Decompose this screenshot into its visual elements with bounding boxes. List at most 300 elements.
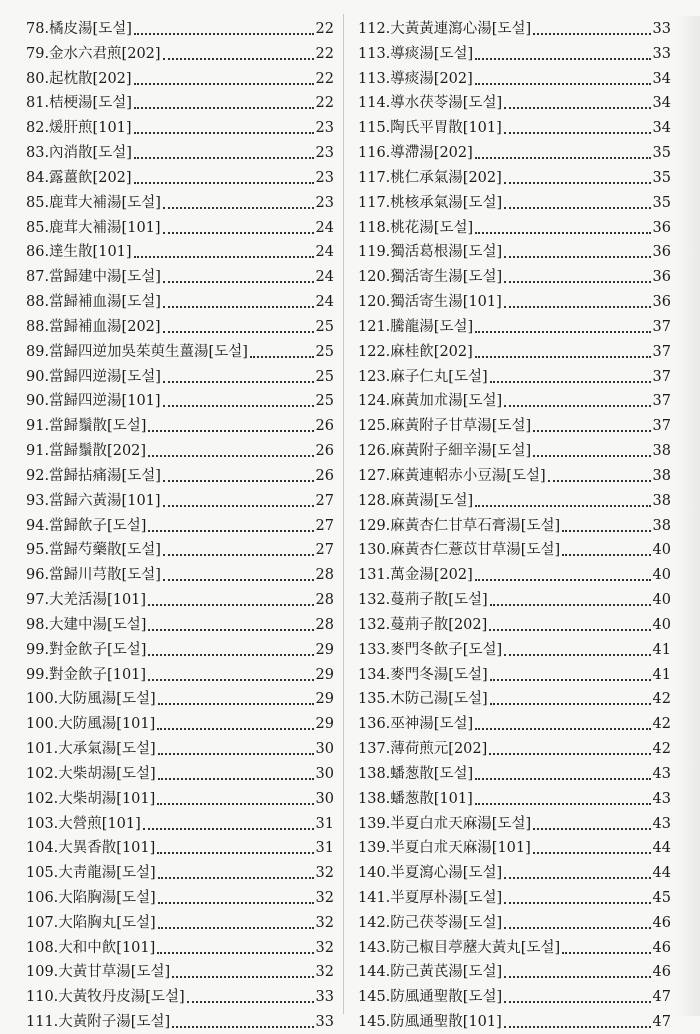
dot-leader [163,579,314,581]
toc-entry-page: 29 [315,716,334,733]
toc-entry [358,413,671,437]
toc-entry-title: 107.大陷胸丸[도설] [26,914,156,931]
toc-entry-page: 37 [652,393,671,410]
toc-entry-title: 94.當歸飮子[도설] [26,517,147,534]
toc-entry-title: 142.防己茯苓湯[도설] [358,914,503,931]
toc-entry-page: 23 [315,194,334,211]
dot-leader [163,232,314,234]
dot-leader [250,356,314,358]
toc-entry-page: 22 [315,70,334,87]
toc-entry [26,736,334,760]
toc-entry [26,215,334,239]
toc-entry [358,239,671,263]
toc-entry [358,289,671,313]
toc-entry-title: 108.大和中飮[101] [26,939,156,956]
toc-entry-page: 45 [652,889,671,906]
toc-entry-page: 41 [652,666,671,683]
toc-entry-title: 127.麻黃連軺赤小豆湯[도설] [358,467,546,484]
toc-entry [358,190,671,214]
toc-entry-page: 38 [652,517,671,534]
toc-entry-title: 102.大柴胡湯[101] [26,790,156,807]
dot-leader [148,604,313,606]
toc-entry [26,16,334,40]
toc-entry-page: 36 [652,294,671,311]
toc-entry [358,264,671,288]
toc-entry-page: 26 [315,443,334,460]
toc-entry-page: 42 [652,691,671,708]
toc-entry-title: 88.當歸補血湯[도설] [26,294,161,311]
column-divider [343,14,344,1014]
toc-entry [26,165,334,189]
toc-entry-title: 104.大異香散[101] [26,840,156,857]
toc-entry-page: 46 [652,939,671,956]
toc-entry-title: 111.大黃附子湯[도설] [26,1014,171,1031]
dot-leader [163,480,314,482]
toc-entry-title: 120.獨活寄生湯[101] [358,294,502,311]
toc-entry [26,140,334,164]
toc-entry [26,239,334,263]
toc-entry-page: 36 [652,269,671,286]
toc-entry-title: 115.陶氏平胃散[101] [358,120,502,137]
dot-leader [143,828,314,830]
dot-leader [163,505,314,507]
page-edge-bleed [676,16,700,1016]
toc-entry [358,612,671,636]
toc-entry-page: 33 [652,21,671,37]
toc-entry-title: 123.麻子仁丸[도설] [358,368,488,385]
toc-entry-page: 25 [315,393,334,410]
dot-leader [504,927,650,929]
dot-leader [163,331,314,333]
dot-leader [148,430,313,432]
toc-entry-page: 42 [652,741,671,758]
toc-entry-page: 23 [315,120,334,137]
dot-leader [548,480,651,482]
dot-leader [134,107,314,109]
toc-entry-page: 25 [315,368,334,385]
toc-entry-title: 91.當歸鬚散[도설] [26,418,147,435]
toc-entry [358,835,671,859]
dot-leader [504,902,650,904]
toc-entry [358,215,671,239]
dot-leader [158,877,314,879]
toc-entry-page: 22 [315,95,334,112]
dot-leader [157,803,313,805]
toc-entry-page: 32 [315,964,334,981]
dot-leader [163,381,314,383]
toc-entry-title: 113.導痰湯[202] [358,70,473,87]
toc-entry-page: 36 [652,244,671,261]
toc-entry [358,16,671,40]
dot-leader [504,207,650,209]
toc-entry [26,537,334,561]
toc-entry-page: 23 [315,169,334,186]
toc-entry [358,488,671,512]
toc-entry [26,264,334,288]
dot-leader [134,33,314,35]
dot-leader [134,132,314,134]
toc-entry-page: 33 [315,1014,334,1031]
dot-leader [504,107,650,109]
toc-entry-page: 40 [652,616,671,633]
dot-leader [475,778,650,780]
toc-entry-page: 24 [315,269,334,286]
toc-entry [26,339,334,363]
toc-entry-title: 100.大防風湯[도설] [26,691,156,708]
toc-entry-page: 35 [652,194,671,211]
dot-leader [172,976,313,978]
toc-entry [358,165,671,189]
toc-entry-page: 40 [652,567,671,584]
toc-entry-title: 90.當歸四逆湯[101] [26,393,161,410]
dot-leader [158,778,314,780]
dot-leader [504,281,650,283]
toc-entry-title: 96.當歸川芎散[도설] [26,567,161,584]
toc-entry [26,587,334,611]
toc-entry-title: 128.麻黃湯[도설] [358,492,474,509]
dot-leader [475,803,651,805]
toc-entry-title: 114.導水茯苓湯[도설] [358,95,503,112]
toc-entry-title: 98.大建中湯[도설] [26,616,147,633]
toc-entry-page: 37 [652,368,671,385]
toc-entry-page: 38 [652,492,671,509]
toc-entry [26,413,334,437]
toc-entry-title: 117.桃仁承氣湯[202] [358,169,502,186]
toc-entry-title: 99.對金飮子[도설] [26,641,147,658]
toc-entry-page: 38 [652,467,671,484]
toc-entry-title: 89.當歸四逆加吳茱萸生薑湯[도설] [26,343,248,360]
toc-entry-page: 30 [315,790,334,807]
toc-entry [358,513,671,537]
toc-entry-title: 133.麥門冬飮子[도설] [358,641,503,658]
toc-entry [358,860,671,884]
toc-entry-title: 81.桔梗湯[도설] [26,95,132,112]
dot-leader [562,530,650,532]
toc-entry-title: 141.半夏厚朴湯[도설] [358,889,503,906]
toc-entry-page: 43 [652,790,671,807]
toc-entry [26,66,334,90]
toc-entry-title: 139.半夏白朮天麻湯[101] [358,840,531,857]
toc-entry [358,314,671,338]
toc-entry-title: 84.露薑飮[202] [26,169,132,186]
toc-entry [26,662,334,686]
toc-entry [26,711,334,735]
dot-leader [134,83,314,85]
dot-leader [489,753,650,755]
toc-entry-page: 32 [315,865,334,882]
toc-entry-page: 33 [652,45,671,62]
dot-leader [158,753,314,755]
toc-entry-page: 44 [652,840,671,857]
toc-entry [358,388,671,412]
toc-entry [358,66,671,90]
toc-entry-page: 31 [315,815,334,832]
toc-entry [26,686,334,710]
toc-entry-title: 109.大黃甘草湯[도설] [26,964,171,981]
toc-entry [358,662,671,686]
toc-entry [358,1009,671,1033]
toc-entry-title: 86.達生散[101] [26,244,132,261]
toc-entry [26,910,334,934]
dot-leader [475,505,650,507]
toc-entry-title: 143.防己椒目葶藶大黃丸[도설] [358,939,561,956]
toc-entry-title: 87.當歸建中湯[도설] [26,269,161,286]
toc-entry-page: 27 [315,542,334,559]
toc-entry [358,686,671,710]
dot-leader [562,952,650,954]
dot-leader [475,157,651,159]
dot-leader [148,530,313,532]
toc-entry [358,711,671,735]
toc-entry [358,637,671,661]
toc-entry-title: 90.當歸四逆湯[도설] [26,368,161,385]
toc-entry-page: 31 [315,840,334,857]
toc-entry [26,860,334,884]
toc-entry [26,786,334,810]
toc-entry-page: 24 [315,244,334,261]
toc-entry-title: 101.大承氣湯[도설] [26,741,156,758]
toc-entry-page: 24 [315,294,334,311]
toc-entry [26,488,334,512]
toc-entry [26,935,334,959]
toc-entry [358,959,671,983]
toc-entry-title: 113.導痰湯[도설] [358,45,474,62]
toc-entry-title: 88.當歸補血湯[202] [26,318,161,335]
toc-entry-page: 29 [315,691,334,708]
toc-entry-page: 37 [652,343,671,360]
toc-entry-page: 22 [315,45,334,62]
dot-leader [475,331,650,333]
toc-entry-title: 124.麻黃加朮湯[도설] [358,393,503,410]
toc-entry-page: 33 [315,989,334,1006]
toc-entry [358,587,671,611]
dot-leader [504,405,650,407]
toc-entry [358,984,671,1008]
toc-entry-title: 145.防風通聖散[도설] [358,989,503,1006]
dot-leader [157,852,313,854]
dot-leader [187,1001,314,1003]
toc-entry-page: 42 [652,716,671,733]
toc-entry [358,115,671,139]
toc-entry-page: 32 [315,914,334,931]
dot-leader [148,455,313,457]
dot-leader [163,281,314,283]
toc-entry-page: 24 [315,219,334,236]
toc-entry [358,339,671,363]
toc-entry-title: 79.金水六君煎[202] [26,45,161,62]
dot-leader [533,455,650,457]
toc-entry-page: 47 [652,989,671,1006]
toc-entry [26,811,334,835]
toc-entry-page: 34 [652,70,671,87]
dot-leader [562,554,650,556]
dot-leader [490,381,651,383]
dot-leader [134,157,314,159]
toc-column-right [358,16,671,1034]
toc-entry [26,438,334,462]
toc-entry-title: 99.對金飮子[101] [26,666,147,683]
toc-entry [26,364,334,388]
toc-entry [26,984,334,1008]
toc-entry-title: 95.當歸芍藥散[도설] [26,542,161,559]
toc-entry-page: 43 [652,765,671,782]
toc-entry-title: 129.麻黃杏仁甘草石膏湯[도설] [358,517,561,534]
toc-entry-title: 138.蟠葱散[도설] [358,765,474,782]
dot-leader [157,728,313,730]
toc-entry-page: 34 [652,95,671,112]
toc-entry [26,885,334,909]
toc-entry [358,935,671,959]
toc-entry-title: 134.麥門冬湯[도설] [358,666,488,683]
toc-entry-page: 28 [315,567,334,584]
dot-leader [475,356,651,358]
toc-entry-page: 30 [315,741,334,758]
dot-leader [172,1026,313,1028]
toc-entry-title: 132.蔓荊子散[202] [358,616,488,633]
toc-entry-title: 102.大柴胡湯[도설] [26,765,156,782]
toc-entry-page: 27 [315,492,334,509]
toc-entry [358,438,671,462]
dot-leader [148,654,313,656]
dot-leader [163,306,314,308]
toc-entry [26,1009,334,1033]
dot-leader [163,207,314,209]
toc-entry-page: 40 [652,542,671,559]
toc-entry [26,314,334,338]
toc-entry-title: 135.木防己湯[도설] [358,691,488,708]
toc-entry-page: 23 [315,145,334,162]
toc-entry-title: 78.橘皮湯[도설] [26,21,132,37]
toc-entry [358,736,671,760]
toc-entry [358,786,671,810]
dot-leader [504,1026,651,1028]
toc-entry [26,761,334,785]
toc-entry [26,959,334,983]
dot-leader [475,58,650,60]
toc-entry [26,463,334,487]
dot-leader [475,728,650,730]
toc-entry [26,289,334,313]
dot-leader [533,828,650,830]
toc-entry-title: 145.防風通聖散[101] [358,1014,502,1031]
toc-entry-title: 83.內消散[도설] [26,145,132,162]
toc-entry-page: 29 [315,666,334,683]
dot-leader [134,256,314,258]
toc-entry-title: 136.巫神湯[도설] [358,716,474,733]
toc-entry-page: 26 [315,467,334,484]
toc-entry-page: 35 [652,145,671,162]
toc-entry [358,90,671,114]
toc-entry-page: 40 [652,592,671,609]
toc-entry-title: 120.獨活寄生湯[도설] [358,269,503,286]
toc-entry-title: 144.防己黃芪湯[도설] [358,964,503,981]
toc-entry-title: 112.大黃黃連瀉心湯[도설] [358,21,532,37]
dot-leader [490,679,651,681]
toc-entry [26,612,334,636]
dot-leader [158,703,314,705]
toc-entry-page: 43 [652,815,671,832]
toc-entry-page: 32 [315,939,334,956]
toc-entry-page: 46 [652,914,671,931]
toc-entry [358,140,671,164]
toc-entry-page: 32 [315,889,334,906]
toc-entry [26,562,334,586]
dot-leader [157,952,313,954]
toc-entry-title: 139.半夏白朮天麻湯[도설] [358,815,532,832]
toc-entry-title: 100.大防風湯[101] [26,716,156,733]
toc-entry-title: 106.大陷胸湯[도설] [26,889,156,906]
toc-entry [26,388,334,412]
toc-entry-page: 36 [652,219,671,236]
dot-leader [489,629,650,631]
dot-leader [504,182,651,184]
toc-entry-page: 38 [652,443,671,460]
toc-entry-title: 110.大黃牧丹皮湯[도설] [26,989,185,1006]
dot-leader [475,579,651,581]
toc-entry-title: 103.大營煎[101] [26,815,141,832]
toc-entry-title: 92.當歸拈痛湯[도설] [26,467,161,484]
toc-entry-page: 29 [315,641,334,658]
toc-entry [358,463,671,487]
toc-entry [26,190,334,214]
toc-entry-page: 25 [315,343,334,360]
dot-leader [504,306,651,308]
toc-entry [26,835,334,859]
toc-entry-title: 122.麻桂飮[202] [358,343,473,360]
toc-entry-title: 131.萬金湯[202] [358,567,473,584]
toc-entry-title: 118.桃花湯[도설] [358,219,474,236]
toc-entry-page: 34 [652,120,671,137]
toc-entry-title: 97.大羌活湯[101] [26,592,147,609]
toc-entry-page: 26 [315,418,334,435]
toc-entry-page: 22 [315,21,334,37]
toc-entry [26,41,334,65]
toc-entry-title: 138.蟠葱散[101] [358,790,473,807]
toc-entry-title: 85.鹿茸大補湯[도설] [26,194,161,211]
toc-entry-page: 41 [652,641,671,658]
toc-entry-page: 37 [652,318,671,335]
toc-entry-title: 117.桃核承氣湯[도설] [358,194,503,211]
toc-entry [26,637,334,661]
dot-leader [504,132,651,134]
dot-leader [148,629,313,631]
toc-entry-title: 80.起枕散[202] [26,70,132,87]
toc-entry-page: 30 [315,765,334,782]
toc-entry-page: 35 [652,169,671,186]
toc-entry-title: 125.麻黃附子甘草湯[도설] [358,418,532,435]
toc-entry [358,811,671,835]
toc-entry-page: 47 [652,1014,671,1031]
toc-entry-title: 121.騰龍湯[도설] [358,318,474,335]
toc-entry [358,364,671,388]
toc-entry-page: 27 [315,517,334,534]
toc-entry-page: 25 [315,318,334,335]
toc-entry-title: 91.當歸鬚散[202] [26,443,147,460]
toc-entry-page: 28 [315,592,334,609]
dot-leader [158,927,314,929]
toc-entry-page: 28 [315,616,334,633]
dot-leader [134,182,314,184]
dot-leader [475,83,651,85]
dot-leader [504,1001,650,1003]
toc-entry [26,115,334,139]
toc-entry-title: 105.大靑龍湯[도설] [26,865,156,882]
dot-leader [533,430,650,432]
toc-entry-title: 93.當歸六黃湯[101] [26,492,161,509]
toc-entry-title: 132.蔓荊子散[도설] [358,592,488,609]
toc-entry [358,537,671,561]
dot-leader [533,33,650,35]
